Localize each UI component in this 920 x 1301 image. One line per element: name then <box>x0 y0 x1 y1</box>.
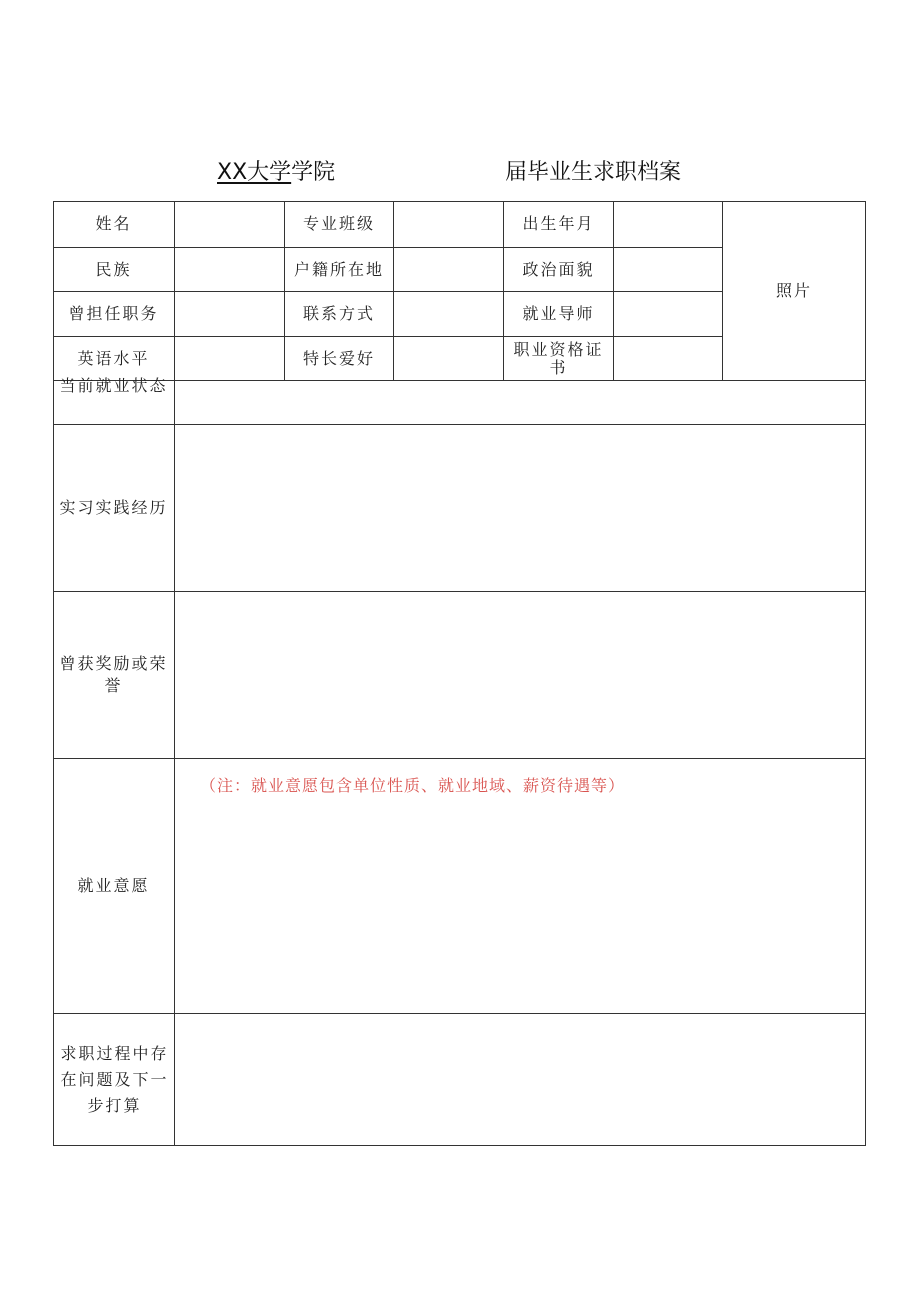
school-suffix: 学院 <box>291 160 336 185</box>
intention-label: 就业意愿 <box>77 876 150 895</box>
name-label: 姓名 <box>95 214 132 233</box>
ethnicity-label: 民族 <box>95 259 132 279</box>
internship-label: 实习实践经历 <box>59 498 168 517</box>
intention-input[interactable] <box>175 759 865 1013</box>
awards-label: 曾获奖励或荣誉 <box>59 654 168 695</box>
political-input[interactable] <box>614 248 722 291</box>
birth-label: 出生年月 <box>522 214 595 233</box>
english-input[interactable] <box>175 337 284 380</box>
mentor-label: 就业导师 <box>522 304 595 323</box>
birth-input[interactable] <box>614 201 722 247</box>
status-label: 当前就业状态 <box>59 376 168 395</box>
doc-title: 届毕业生求职档案 <box>505 160 682 185</box>
hobby-label: 特长爱好 <box>302 348 375 368</box>
school-name-underlined: XX大学 <box>217 160 292 185</box>
internship-input[interactable] <box>175 425 865 591</box>
cert-label: 职业资格证书 <box>513 339 604 377</box>
english-label: 英语水平 <box>77 348 150 368</box>
profile-form-table <box>53 201 866 1146</box>
problems-input[interactable] <box>175 1014 865 1145</box>
school-name <box>217 155 335 186</box>
intention-note: （注：就业意愿包含单位性质、就业地域、薪资待遇等） <box>200 776 626 795</box>
contact-label: 联系方式 <box>302 304 375 323</box>
ethnicity-input[interactable] <box>175 248 284 291</box>
photo-placeholder[interactable]: 照片 <box>775 280 812 300</box>
position-label: 曾担任职务 <box>68 304 159 323</box>
hobby-input[interactable] <box>394 337 503 380</box>
class-label: 专业班级 <box>302 214 375 233</box>
status-input[interactable] <box>175 381 865 424</box>
awards-input[interactable] <box>175 592 865 758</box>
contact-input[interactable] <box>394 292 503 336</box>
hukou-label: 户籍所在地 <box>293 259 384 279</box>
position-input[interactable] <box>175 292 284 336</box>
mentor-input[interactable] <box>614 292 722 336</box>
table-border-right <box>865 201 866 1146</box>
political-label: 政治面貌 <box>522 259 595 279</box>
hukou-input[interactable] <box>394 248 503 291</box>
cert-input[interactable] <box>614 337 722 380</box>
document-title <box>0 155 920 187</box>
class-input[interactable] <box>394 201 503 247</box>
name-input[interactable] <box>175 201 284 247</box>
problems-label: 求职过程中存在问题及下一步打算 <box>60 1043 169 1115</box>
